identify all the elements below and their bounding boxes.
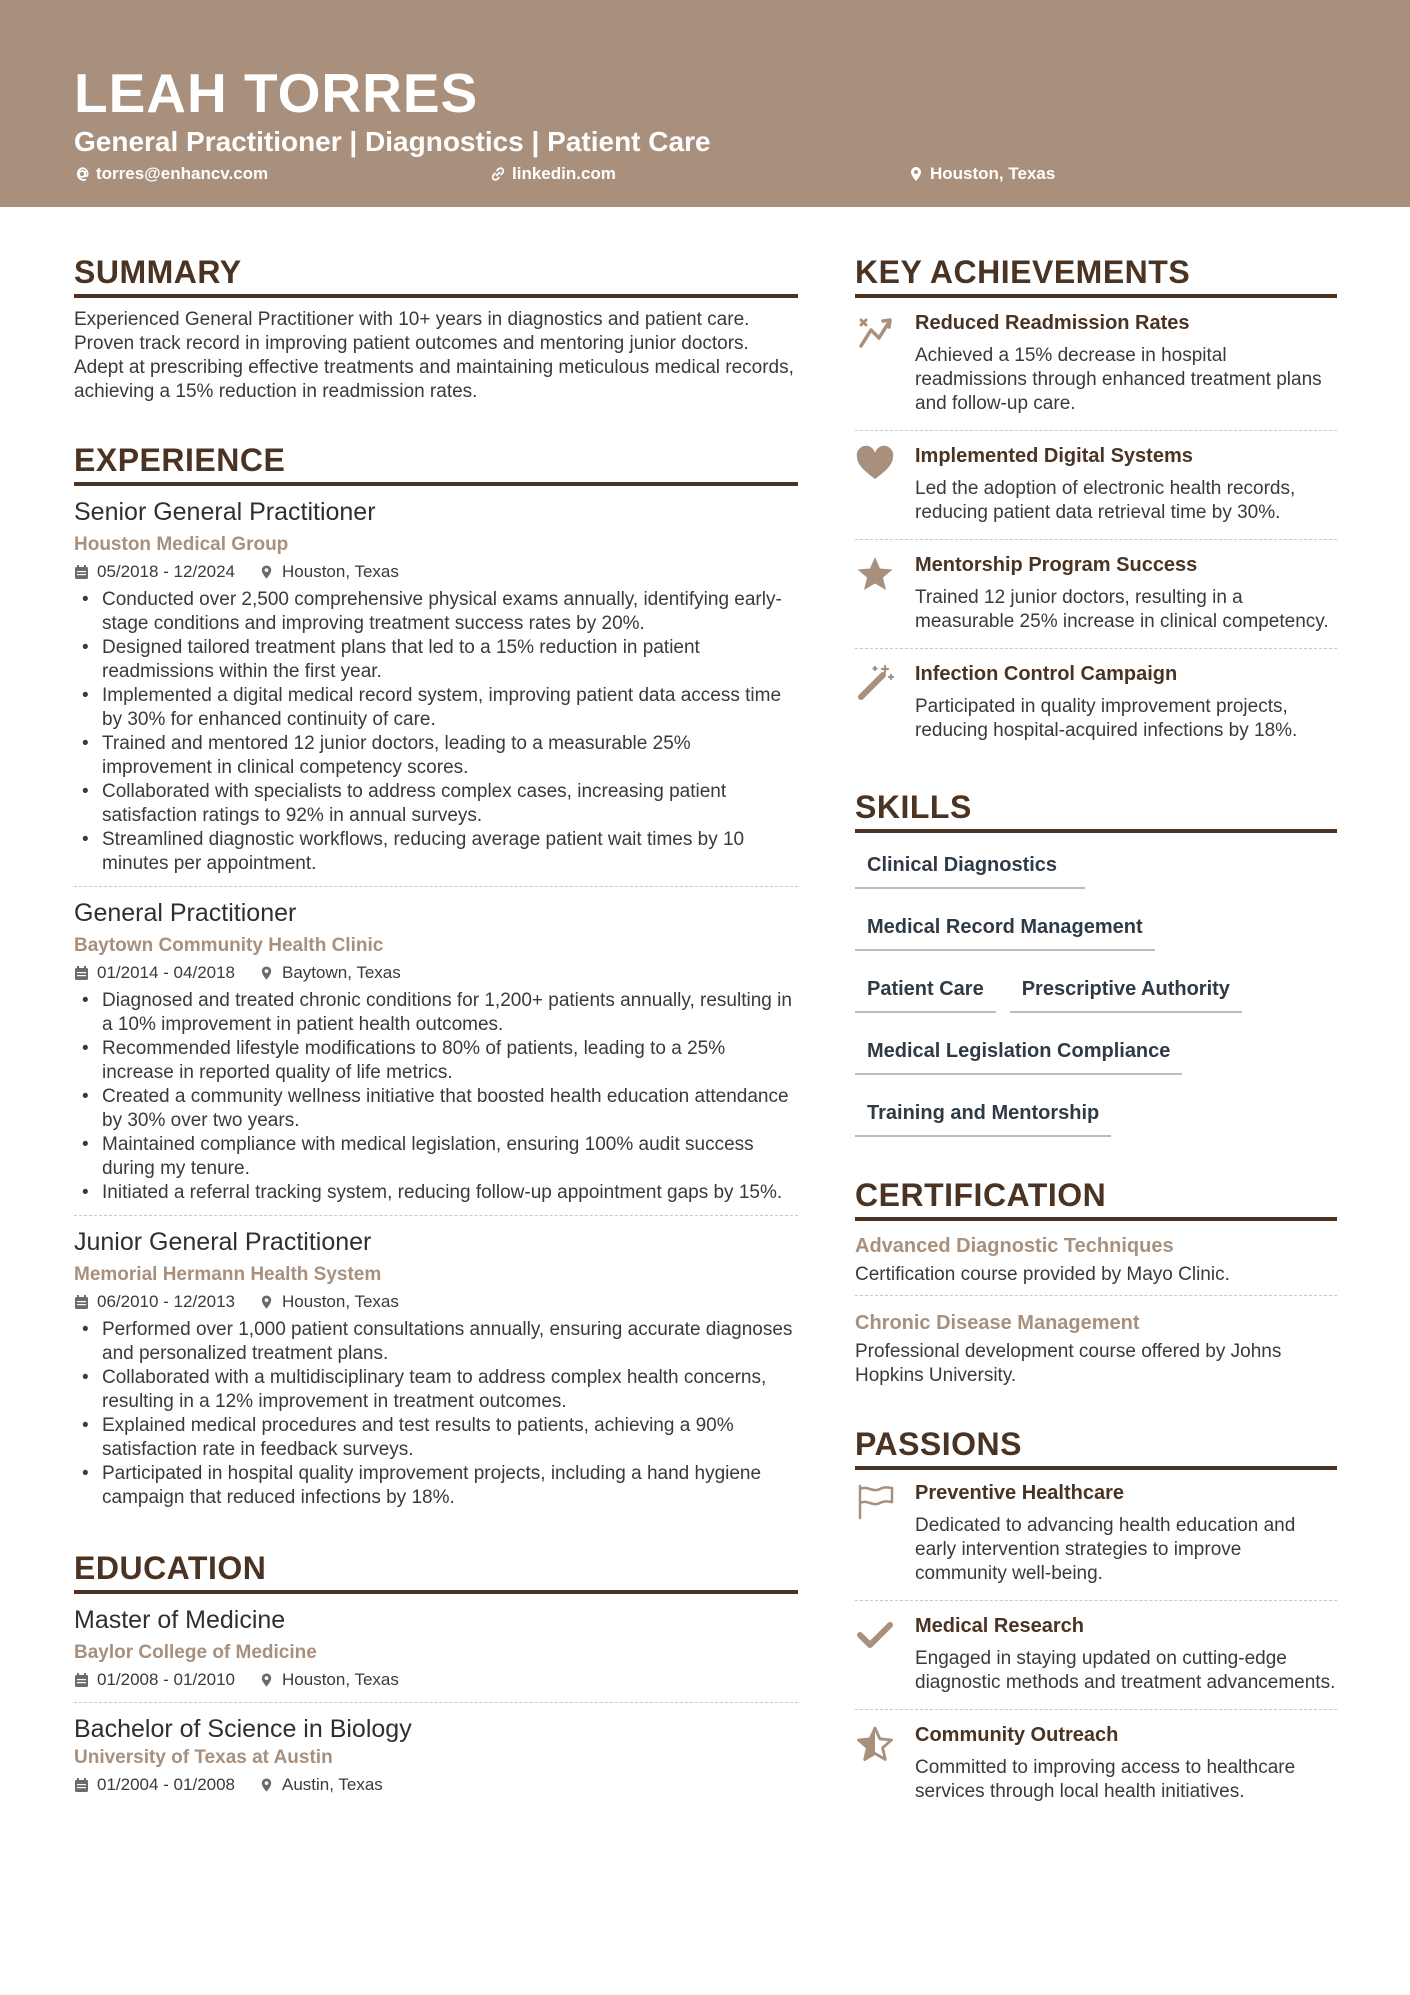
job-title: Senior General Practitioner: [74, 498, 376, 526]
achievement-title: Reduced Readmission Rates: [915, 312, 1190, 334]
achievement-desc: Trained 12 junior doctors, resulting in a measurable 25% increase in clinical competency.: [915, 587, 1329, 632]
achievements-section: [855, 252, 1337, 757]
bullet-item: • Maintained compliance with medical legislation, ensuring 100% audit success during my tenure.: [74, 1133, 798, 1181]
school-name: University of Texas at Austin: [74, 1747, 333, 1768]
location-pin-icon: [259, 965, 274, 981]
star-outline-icon: [855, 1724, 895, 1764]
calendar-icon: [74, 1777, 89, 1793]
certification-desc: Certification course provided by Mayo Clinic.: [855, 1264, 1230, 1285]
experience-entry: [74, 1226, 798, 1510]
passion-desc: Committed to improving access to healthcare services through local health initiatives.: [915, 1757, 1296, 1802]
achievement-title: Infection Control Campaign: [915, 663, 1178, 685]
section-title: EDUCATION: [74, 1548, 798, 1594]
job-bullets: [74, 1318, 798, 1510]
bullet-item: • Trained and mentored 12 junior doctors, leading to a measurable 25% improvement in clinical competency scores.: [74, 732, 798, 780]
link-icon: [490, 166, 506, 182]
summary-text: Experienced General Practitioner with 10+ years in diagnostics and patient care. Proven track record in improving patient outcomes and mentoring junior doctors. Adept at prescribing effective treatments and maintaining meticulous medical records, achieving a 15% reduction in readmission rates.: [74, 309, 794, 402]
candidate-headline: General Practitioner | Diagnostics | Patient Care: [74, 126, 711, 157]
job-dates: 06/2010 - 12/2013: [97, 1292, 236, 1311]
passion-title: Preventive Healthcare: [915, 1482, 1125, 1504]
school-name: Baylor College of Medicine: [74, 1642, 317, 1663]
email-text: torres@enhancv.com: [96, 164, 269, 183]
achievement-desc: Achieved a 15% decrease in hospital readmissions through enhanced treatment plans and follow-up care.: [915, 345, 1322, 414]
skill-tag: Prescriptive Authority: [1010, 967, 1242, 1013]
bullet-item: • Explained medical procedures and test results to patients, achieving a 90% satisfaction rate in feedback surveys.: [74, 1414, 798, 1462]
degree-title: Master of Medicine: [74, 1606, 286, 1634]
contact-email[interactable]: [74, 163, 268, 185]
location-pin-icon: [259, 1672, 274, 1688]
contact-location: [908, 163, 1055, 185]
experience-entry: [74, 897, 798, 1216]
passion-desc: Engaged in staying updated on cutting-edge diagnostic methods and treatment advancements.: [915, 1648, 1336, 1693]
achievement-item: [855, 431, 1337, 539]
bullet-item: • Recommended lifestyle modifications to 80% of patients, leading to a 25% increase in reported quality of life metrics.: [74, 1037, 798, 1085]
skill-tag: Patient Care: [855, 967, 996, 1013]
passion-item: [855, 1710, 1337, 1818]
education-section: [74, 1548, 798, 1797]
chart-trend-icon: [855, 312, 895, 352]
passion-desc: Dedicated to advancing health education and early intervention strategies to improve community well-being.: [915, 1515, 1296, 1584]
achievement-title: Mentorship Program Success: [915, 554, 1198, 576]
job-meta: [74, 560, 798, 584]
linkedin-text: linkedin.com: [512, 164, 616, 183]
education-location: Austin, Texas: [282, 1775, 383, 1794]
passion-title: Medical Research: [915, 1615, 1084, 1637]
divider: [74, 1702, 798, 1703]
skill-tag: Medical Legislation Compliance: [855, 1029, 1182, 1075]
section-title: CERTIFICATION: [855, 1175, 1337, 1221]
magic-wand-icon: [855, 663, 895, 703]
flag-icon: [855, 1482, 895, 1522]
job-meta: [74, 1290, 798, 1314]
passion-title: Community Outreach: [915, 1724, 1119, 1746]
skill-tag: Clinical Diagnostics: [855, 843, 1085, 889]
star-icon: [855, 554, 895, 594]
company-name: Houston Medical Group: [74, 534, 289, 555]
location-pin-icon: [259, 564, 274, 580]
left-column: [74, 252, 798, 1797]
company-name: Memorial Hermann Health System: [74, 1264, 382, 1285]
company-name: Baytown Community Health Clinic: [74, 935, 384, 956]
resume-header: [0, 0, 1410, 207]
skills-list: [855, 843, 1337, 1153]
job-bullets: [74, 588, 798, 876]
bullet-item: • Initiated a referral tracking system, reducing follow-up appointment gaps by 15%.: [74, 1181, 798, 1205]
experience-entry: [74, 496, 798, 887]
bullet-item: • Collaborated with a multidisciplinary team to address complex health concerns, resulting in a 12% improvement in treatment outcomes.: [74, 1366, 798, 1414]
education-meta: [74, 1773, 798, 1797]
at-sign-icon: [74, 166, 90, 182]
skills-section: [855, 787, 1337, 1153]
education-dates: 01/2008 - 01/2010: [97, 1670, 236, 1689]
section-title: EXPERIENCE: [74, 440, 798, 486]
certification-section: [855, 1175, 1337, 1388]
job-location: Houston, Texas: [282, 1292, 399, 1311]
passion-item: [855, 1470, 1337, 1600]
certification-title: Chronic Disease Management: [855, 1312, 1140, 1334]
achievement-desc: Led the adoption of electronic health records, reducing patient data retrieval time by 30%.: [915, 478, 1296, 523]
education-entry: [74, 1713, 798, 1797]
education-dates: 01/2004 - 01/2008: [97, 1775, 236, 1794]
skill-tag: Medical Record Management: [855, 905, 1155, 951]
achievement-desc: Participated in quality improvement projects, reducing hospital-acquired infections by 18%.: [915, 696, 1298, 741]
job-location: Houston, Texas: [282, 562, 399, 581]
bullet-item: • Collaborated with specialists to address complex cases, increasing patient satisfaction ratings to 92% in annual surveys.: [74, 780, 798, 828]
certification-desc: Professional development course offered by Johns Hopkins University.: [855, 1341, 1282, 1386]
calendar-icon: [74, 564, 89, 580]
achievement-item: [855, 540, 1337, 648]
achievement-item: [855, 298, 1337, 430]
job-dates: 01/2014 - 04/2018: [97, 963, 236, 982]
bullet-item: • Conducted over 2,500 comprehensive physical exams annually, identifying early-stage conditions and improving treatment success rates by 20%.: [74, 588, 798, 636]
achievement-title: Implemented Digital Systems: [915, 445, 1193, 467]
job-location: Baytown, Texas: [282, 963, 401, 982]
heart-icon: [855, 445, 895, 485]
checkmark-icon: [855, 1615, 895, 1655]
right-column: [855, 252, 1337, 1818]
bullet-item: • Participated in hospital quality improvement projects, including a hand hygiene campaign that reduced infections by 18%.: [74, 1462, 798, 1510]
achievement-item: [855, 649, 1337, 757]
skill-tag: Training and Mentorship: [855, 1091, 1111, 1137]
education-location: Houston, Texas: [282, 1670, 399, 1689]
divider: [74, 1215, 798, 1216]
bullet-item: • Diagnosed and treated chronic conditions for 1,200+ patients annually, resulting in a 10% improvement in patient health outcomes.: [74, 989, 798, 1037]
bullet-item: • Designed tailored treatment plans that led to a 15% reduction in patient readmissions within the first year.: [74, 636, 798, 684]
experience-section: [74, 440, 798, 1510]
section-title: PASSIONS: [855, 1424, 1337, 1470]
education-meta: [74, 1668, 798, 1692]
section-title: KEY ACHIEVEMENTS: [855, 252, 1337, 298]
job-title: Junior General Practitioner: [74, 1228, 372, 1256]
calendar-icon: [74, 1672, 89, 1688]
bullet-item: • Performed over 1,000 patient consultations annually, ensuring accurate diagnoses and personalized treatment plans.: [74, 1318, 798, 1366]
job-meta: [74, 961, 798, 985]
location-pin-icon: [259, 1294, 274, 1310]
bullet-item: • Created a community wellness initiative that boosted health education attendance by 30% over two years.: [74, 1085, 798, 1133]
divider: [74, 886, 798, 887]
section-title: SUMMARY: [74, 252, 798, 298]
contact-linkedin[interactable]: [490, 163, 616, 185]
certification-item: [855, 1310, 1337, 1388]
education-entry: [74, 1604, 798, 1703]
job-dates: 05/2018 - 12/2024: [97, 562, 236, 581]
degree-title: Bachelor of Science in Biology: [74, 1715, 412, 1743]
job-bullets: [74, 989, 798, 1205]
passions-section: [855, 1424, 1337, 1818]
job-title: General Practitioner: [74, 899, 297, 927]
bullet-item: • Streamlined diagnostic workflows, reducing average patient wait times by 10 minutes per appointment.: [74, 828, 798, 876]
location-pin-icon: [908, 166, 924, 182]
calendar-icon: [74, 1294, 89, 1310]
certification-title: Advanced Diagnostic Techniques: [855, 1235, 1174, 1257]
passion-item: [855, 1601, 1337, 1709]
section-title: SKILLS: [855, 787, 1337, 833]
location-text: Houston, Texas: [930, 164, 1056, 183]
location-pin-icon: [259, 1777, 274, 1793]
divider: [855, 1295, 1337, 1296]
calendar-icon: [74, 965, 89, 981]
bullet-item: • Implemented a digital medical record system, improving patient data access time by 30% for enhanced continuity of care.: [74, 684, 798, 732]
summary-section: [74, 252, 798, 404]
certification-item: [855, 1233, 1337, 1287]
candidate-name: LEAH TORRES: [74, 62, 479, 124]
